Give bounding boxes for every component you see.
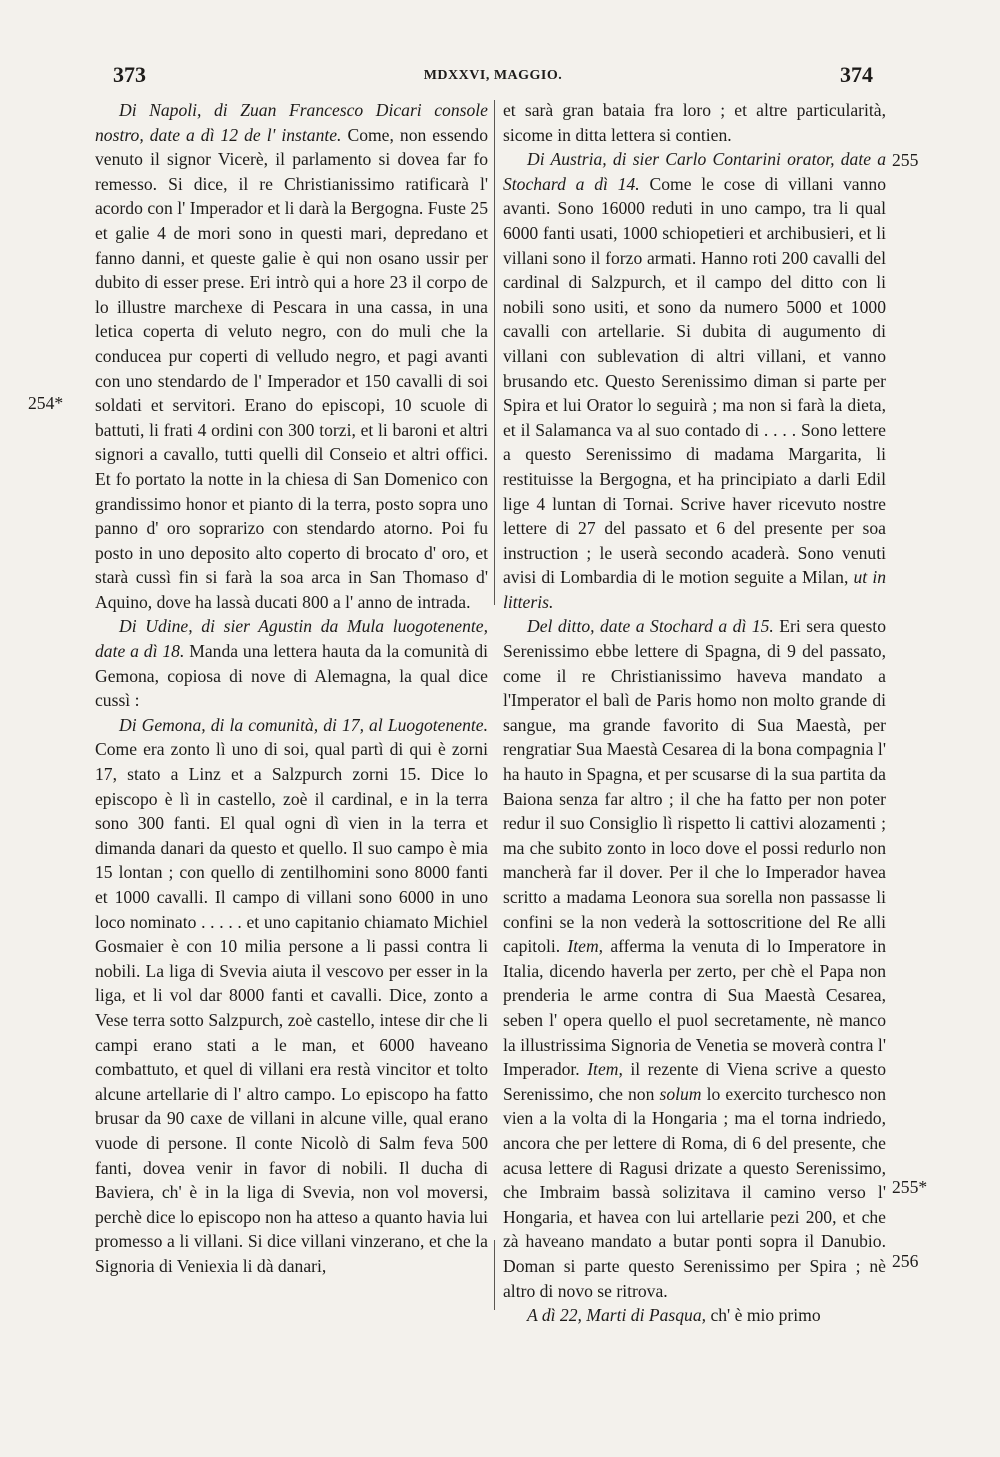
margin-number-254: 254* <box>28 393 64 413</box>
heading-udine: Di Udine, di sier Agustin da Mula luogotenente, date a dì 18. <box>95 616 488 662</box>
margin-number-255: 255 <box>892 150 919 170</box>
paragraph-austria <box>503 147 886 614</box>
paragraph-continuation <box>503 98 886 147</box>
column-divider <box>494 100 495 605</box>
item-2: Item, <box>579 1059 623 1080</box>
column-divider-lower <box>494 1240 495 1310</box>
text-ditto-d: lo exercito turchesco non vien a la volta di la Hongaria ; ma el torna indriedo, ancora che per lettere di Roma, di 6 del presente, che acusa lettere di Ragusi drizate a questo Serenissimo, che Imbraim bassà solizitava il camino verso l' Hongaria, et havea con lui artellarie pezi 200, et che zà haveano mandato a butar ponti sopra il Danubio. Doman si parte questo Serenissimo per Spira ; nè altro di novo se ritrova. <box>503 1083 886 1301</box>
text-austria: Come le cose di villani vanno avanti. Sono 16000 reduti in uno campo, tra li qual 6000 fanti usati, 1000 schiopetieri et archibusieri, et li villani sono il forzo armati. Hanno roti 200 cavalli del cardinal di Salzpurch, et il campo del ditto con li nobili sono usiti, et sono da numero 5000 et 1000 cavalli con artellarie. Si dubita di augumento di villani con sublevation di altri villani, et vanno brusando etc. Questo Serenissimo diman si parte per Spira et lui Orator lo seguirà ; ma non si farà la dieta, et il Salamanca va al suo contado di . . . . Sono lettere a questo Serenissimo di madama Margarita, li restituisse la Bergogna, et ha principiato a darli Edil lige 4 luntan di Tornai. Scrive haver ricevuto nostre lettere di 27 del passato et 6 del presente per soa instruction ; le userà secondo acaderà. Sono venuti avisi di Lombardia di le motion seguite a Milan, <box>503 173 886 588</box>
paragraph-udine <box>95 614 488 712</box>
heading-pasqua: A dì 22, Marti di Pasqua, <box>527 1305 707 1326</box>
paragraph-gemona <box>95 713 488 1279</box>
heading-gemona: Di Gemona, di la comunità, di 17, al Luogotenente. <box>119 714 488 735</box>
page-number-right: 374 <box>840 62 873 87</box>
heading-napoli: Di Napoli, di Zuan Francesco Dicari console nostro, date a dì 12 de l' instante. <box>95 100 488 145</box>
heading-ditto: Del ditto, date a Stochard a dì 15. <box>527 616 774 637</box>
margin-number-255-star: 255* <box>892 1177 928 1197</box>
running-title: MDXXVI, MAGGIO. <box>423 68 563 83</box>
text-ditto: Eri sera questo Serenissimo ebbe lettere di Spagna, di 9 del passato, come il re Christianissimo haveva mandato a l'Imperator el balì de Paris homo non molto grande di sangue, ma grande favorito di Sua Maestà, per rengratiar Sua Maestà Cesarea di la bona compagnia l' ha hauto in Spagna, et per scusarse di la sua partita da Baiona senza far altro ; il che ha fatto per non poter redur il suo Consiglio lì rispetto li cattivi alozamenti ; ma che subito zonto in loco dove el possi redurlo non mancherà far il dover. Per il che lo Imperador havea scritto a madama Leonora sua sorella non passasse li confini se la non vederà la sottoscritione del Re alli capitoli. <box>503 616 886 957</box>
word-solum: solum <box>654 1083 702 1104</box>
item-1: Item, <box>560 936 604 957</box>
page-number-left: 373 <box>113 62 146 87</box>
paragraph-napoli <box>95 98 488 614</box>
text-udine: Manda una lettera hauta da la comunità di Gemona, copiosa di nove di Alemagna, la qual dice cussì : <box>95 641 488 711</box>
text-pasqua: ch' è mio primo <box>706 1305 821 1326</box>
margin-number-256: 256 <box>892 1251 919 1271</box>
left-column <box>95 98 488 1418</box>
text-napoli: Come, non essendo venuto il signor Vicerè, il parlamento si dovea far fo remesso. Si dice, il re Christianissimo ratificarà l' acordo con l' Imperador et li darà la Bergogna. Fuste 25 et galie 4 de mori sono in questi mari, depredano et fanno danni, et queste galie è qui non osano ussir per dubito di esser prese. Eri intrò qui a hore 23 il corpo de lo illustre marchexe di Pescara in una cassa, in una letica coperta di veluto negro, con do muli che la conducea pur coperti di velludo negro, et pagi avanti con uno stendardo de l' Imperador et 150 cavalli di soi soldati et servitori. Erano do episcopi, 10 scuole di battuti, li frati 4 ordini con 300 torzi, et li baroni et altri signori a cavallo, tutti quelli dil Conseio et altri offici. Et fo portato la notte in la chiesa di San Domenico con grandissimo honor et pianto di la terra, posto sopra uno panno d' oro soprarizo con stendardo atorno. Poi fu posto in uno deposito alto coperto di brocato d' oro, et starà cussì fin si farà la soa arca in San Thomaso d' Aquino, dove ha lassà ducati 800 a l' anno de intrada. <box>95 124 488 612</box>
text-austria-tail: ut in litteris. <box>503 567 886 612</box>
heading-austria: Di Austria, di sier Carlo Contarini orator, date a Stochard a dì 14. <box>503 149 886 194</box>
paragraph-pasqua <box>503 1303 886 1328</box>
right-column <box>503 98 886 1418</box>
text-ditto-c: il rezente di Viena scrive a questo Serenissimo, che non <box>503 1059 886 1104</box>
text-ditto-b: afferma la venuta di lo Imperatore in Italia, dicendo haverla per zerto, per chè el Papa non prenderia le arme contra di Sua Maestà Cesarea, seben l' opera quello el puol secretamente, nè manco la illustrissima Signoria de Venetia se moverà contra l' Imperador. <box>503 936 886 1080</box>
text-continuation: et sarà gran bataia fra loro ; et altre particularità, sicome in ditta lettera si contien. <box>503 100 886 145</box>
page-header <box>113 62 873 92</box>
text-gemona: Come era zonto lì uno di soi, qual partì di qui è zorni 17, stato a Linz et a Salzpurch zorni 15. Dice lo episcopo è lì in castello, zoè il cardinal, e in la terra sono 300 fanti. El qual ogni dì vien in la terra et dimanda danari da questo et quello. Il suo campo è mia 15 lontan ; con quello di zentilhomini sono 8000 fanti et 1000 cavalli. Il campo di villani sono 6000 in uno loco nominato . . . . . et uno capitanio chiamato Michiel Gosmaier è con 10 milia persone a li passi contra li nobili. La liga di Svevia aiuta il vescovo per esser in la liga, et li vol dar 8000 fanti et cavalli. Dice, zonto a Vese terra sotto Salzpurch, zoè castello, intese dir che li campi erano stati a le man, et 6000 haveano combattuto, et quel di villani era restà vincitor et tolto alcune artellarie di l' altro campo. Lo episcopo ha fatto brusar da 90 caxe de villani in alcune ville, qual erano vuode di persone. Il conte Nicolò di Salm feva 500 fanti, dovea venir in favor di nobili. Il ducha di Baviera, ch' è in la liga di Svevia, non vol moversi, perchè dice lo episcopo non ha atteso a quanto havia lui promesso a li villani. Si dice villani vinzerano, et che la Signoria di Veniexia li dà danari, <box>95 739 488 1276</box>
paragraph-ditto <box>503 614 886 1303</box>
